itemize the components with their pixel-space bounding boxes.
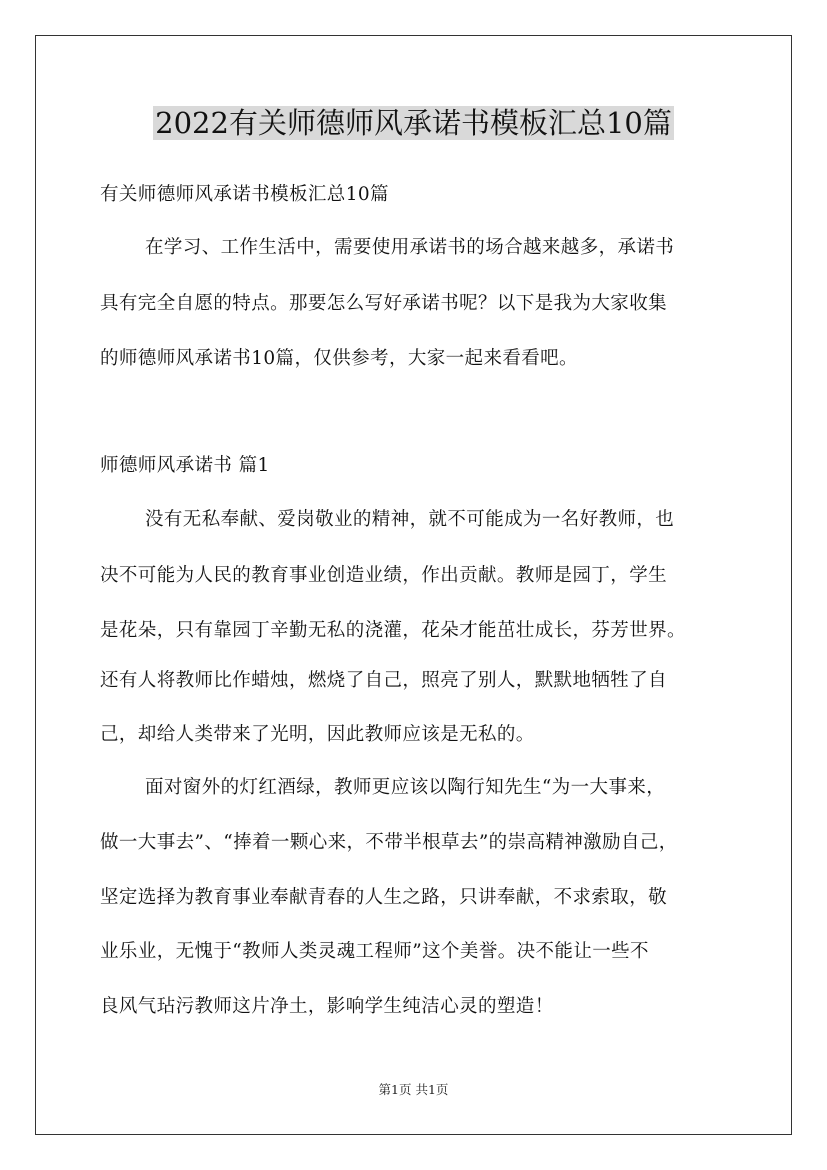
intro-line-3: 的师德师风承诺书10篇，仅供参考，大家一起来看看吧。 bbox=[100, 348, 578, 369]
document-subtitle: 有关师德师风承诺书模板汇总10篇 bbox=[100, 184, 389, 205]
paragraph2-line-5: 良风气玷污教师这片净土，影响学生纯洁心灵的塑造！ bbox=[100, 996, 554, 1017]
paragraph2-line-1: 面对窗外的灯红酒绿，教师更应该以陶行知先生“为一大事来， bbox=[145, 777, 666, 798]
paragraph2-line-3: 坚定选择为教育事业奉献青春的人生之路，只讲奉献，不求索取，敬 bbox=[100, 887, 668, 908]
section-heading: 师德师风承诺书 篇1 bbox=[100, 455, 270, 476]
paragraph1-line-3: 是花朵，只有靠园丁辛勤无私的浇灌，花朵才能茁壮成长，芬芳世界。 bbox=[100, 620, 686, 641]
paragraph1-line-4: 还有人将教师比作蜡烛，燃烧了自己，照亮了别人，默默地牺牲了自 bbox=[100, 670, 668, 691]
intro-line-1: 在学习、工作生活中，需要使用承诺书的场合越来越多，承诺书 bbox=[145, 237, 675, 258]
paragraph2-line-2: 做一大事去”、“捧着一颗心来，不带半根草去”的崇高精神激励自己， bbox=[100, 832, 678, 853]
intro-line-2: 具有完全自愿的特点。那要怎么写好承诺书呢？以下是我为大家收集 bbox=[100, 293, 668, 314]
paragraph2-line-4: 业乐业，无愧于“教师人类灵魂工程师”这个美誉。决不能让一些不 bbox=[100, 941, 649, 962]
document-title-text: 2022有关师德师风承诺书模板汇总10篇 bbox=[155, 106, 672, 140]
paragraph1-line-1: 没有无私奉献、爱岗敬业的精神，就不可能成为一名好教师，也 bbox=[145, 509, 675, 530]
page-number: 第1页 共1页 bbox=[378, 1082, 449, 1097]
paragraph1-line-2: 决不可能为人民的教育事业创造业绩，作出贡献。教师是园丁，学生 bbox=[100, 565, 668, 586]
paragraph1-line-5: 己，却给人类带来了光明，因此教师应该是无私的。 bbox=[100, 724, 535, 745]
document-title bbox=[0, 101, 827, 145]
